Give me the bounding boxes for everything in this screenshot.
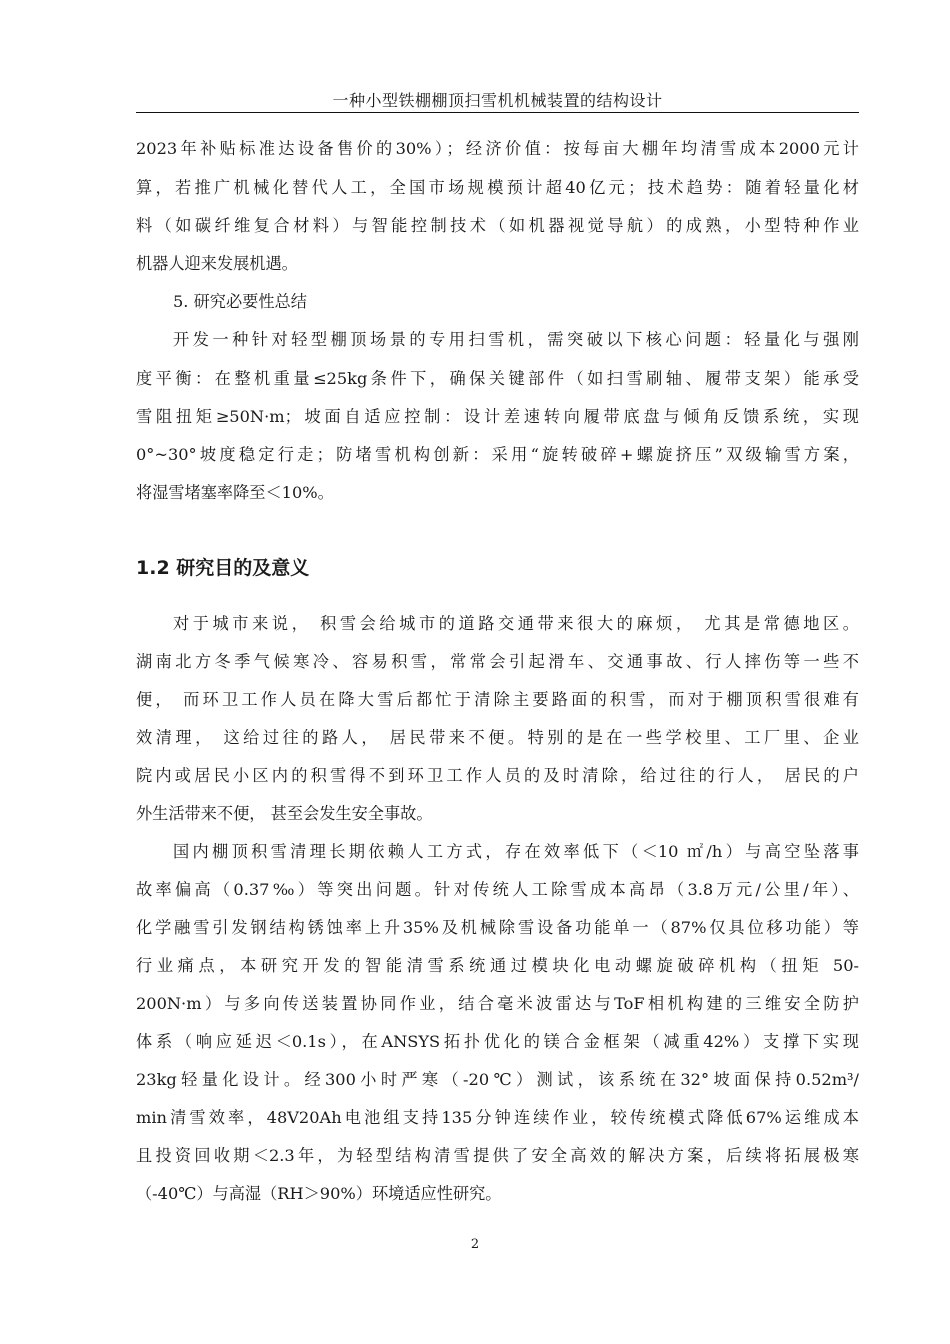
section-heading: 1.2 研究目的及意义 <box>136 557 310 579</box>
running-header: 一种小型铁棚棚顶扫雪机机械装置的结构设计 <box>136 91 859 113</box>
subsection-title: 5. 研究必要性总结 <box>173 292 307 311</box>
paragraph-line: 且投资回收期＜2.3年，为轻型结构清雪提供了安全高效的解决方案，后续将拓展极寒 <box>136 1146 859 1165</box>
paragraph-line: 体系（响应延迟＜0.1s），在ANSYS拓扑优化的镁合金框架（减重42%）支撑下实现 <box>136 1032 859 1051</box>
paragraph-line: 200N·m）与多向传送装置协同作业，结合毫米波雷达与ToF相机构建的三维安全防护 <box>136 994 859 1013</box>
paragraph-line: 雪阻扭矩≥50N·m；坡面自适应控制：设计差速转向履带底盘与倾角反馈系统，实现 <box>136 407 859 426</box>
paragraph-line: 度平衡：在整机重量≤25kg条件下，确保关键部件（如扫雪刷轴、履带支架）能承受 <box>136 369 859 388</box>
paragraph-line: 化学融雪引发钢结构锈蚀率上升35%及机械除雪设备功能单一（87%仅具位移功能）等 <box>136 918 859 937</box>
paragraph-line: 23kg轻量化设计。经300小时严寒（-20℃）测试，该系统在32°坡面保持0.52m³/ <box>136 1070 859 1089</box>
paragraph-line: 料（如碳纤维复合材料）与智能控制技术（如机器视觉导航）的成熟，小型特种作业 <box>136 216 859 235</box>
paragraph-line: （-40℃）与高湿（RH＞90%）环境适应性研究。 <box>136 1184 502 1203</box>
paragraph-line: 湖南北方冬季气候寒冷、容易积雪，常常会引起滑车、交通事故、行人摔伤等一些不 <box>136 652 859 671</box>
paragraph-line: 将湿雪堵塞率降至＜10%。 <box>136 483 334 502</box>
paragraph-line: 故率偏高（0.37‰）等突出问题。针对传统人工除雪成本高昂（3.8万元/公里/年）、 <box>136 880 859 899</box>
paragraph-line: 机器人迎来发展机遇。 <box>136 254 298 273</box>
paragraph-line: 0°~30°坡度稳定行走；防堵雪机构创新：采用“旋转破碎+螺旋挤压”双级输雪方案， <box>136 445 859 464</box>
paragraph-line: 国内棚顶积雪清理长期依赖人工方式，存在效率低下（＜10 ㎡/h）与高空坠落事 <box>173 842 859 861</box>
paragraph-line: 院内或居民小区内的积雪得不到环卫工作人员的及时清除，给过往的行人， 居民的户 <box>136 766 859 785</box>
paragraph-line: 2023年补贴标准达设备售价的30%）；经济价值：按每亩大棚年均清雪成本2000元计 <box>136 139 859 158</box>
page-number: 2 <box>470 1237 480 1252</box>
paragraph-line: 算，若推广机械化替代人工，全国市场规模预计超40亿元；技术趋势：随着轻量化材 <box>136 178 859 197</box>
paragraph-line: 外生活带来不便， 甚至会发生安全事故。 <box>136 804 433 823</box>
paragraph-line: 便， 而环卫工作人员在降大雪后都忙于清除主要路面的积雪，而对于棚顶积雪很难有 <box>136 690 859 709</box>
paragraph-line: 对于城市来说， 积雪会给城市的道路交通带来很大的麻烦， 尤其是常德地区。 <box>173 614 859 633</box>
paragraph-line: 开发一种针对轻型棚顶场景的专用扫雪机，需突破以下核心问题：轻量化与强刚 <box>173 330 859 349</box>
paragraph-line: 效清理， 这给过往的路人， 居民带来不便。特别的是在一些学校里、工厂里、企业 <box>136 728 859 747</box>
paragraph-line: 行业痛点，本研究开发的智能清雪系统通过模块化电动螺旋破碎机构（扭矩 50- <box>136 956 859 975</box>
paragraph-line: min清雪效率，48V20Ah电池组支持135分钟连续作业，较传统模式降低67%运维成本 <box>136 1108 859 1127</box>
